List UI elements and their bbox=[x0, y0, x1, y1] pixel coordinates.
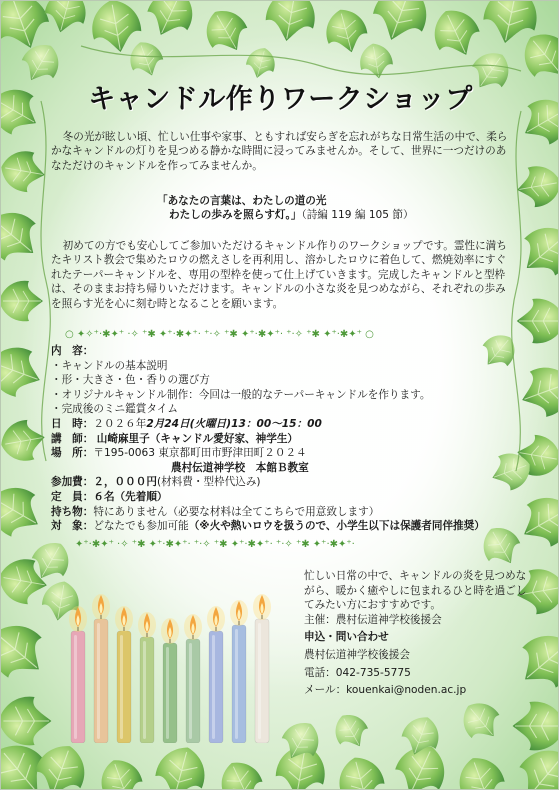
organizer: 主催：農村伝道神学校後援会 bbox=[304, 613, 442, 626]
target-note: （※火や熱いロウを扱うので、小学生以下は保護者同伴推奨） bbox=[188, 520, 485, 533]
fee-note: (材料費・型枠代込み) bbox=[156, 476, 261, 489]
scripture-quote bbox=[157, 194, 447, 223]
page-title: キャンドル作りワークショップ bbox=[88, 84, 473, 115]
candle bbox=[253, 594, 271, 743]
verse-line-2: わたしの歩みを照らす灯。」 bbox=[169, 209, 302, 222]
contact-section bbox=[304, 569, 529, 698]
verse-line-2-row bbox=[157, 208, 447, 222]
candle bbox=[230, 600, 248, 743]
description-paragraph: 初めての方でも安心してご参加いただけるキャンドル作りのワークショップです。霊性に満ちたキリスト教会で集めたロウの燃えさしを再利用し、溶かしたロウに着色して、燃焼効率にすぐれたテーパーキャンドルを、専用の型枠を使って仕上げていきます。完成したキャンドルと型枠は、そのままお持ち帰りいただけます。キャンドルの小さな炎を見つめながら、それぞれの歩みを照らす光を心に刻む時となることを願います。 bbox=[51, 240, 507, 310]
org-name: 農村伝道神学校後援会 bbox=[304, 648, 410, 661]
candle bbox=[138, 612, 156, 743]
candle bbox=[69, 606, 87, 743]
capacity-label: 定 員： bbox=[51, 490, 94, 503]
contents-item: ・完成後のミニ鑑賞タイム bbox=[51, 403, 178, 416]
candle bbox=[115, 606, 133, 743]
candle bbox=[92, 594, 110, 743]
event-details bbox=[51, 344, 521, 534]
target-row bbox=[51, 519, 521, 534]
target-value: どなたでも参加可能 bbox=[93, 520, 189, 533]
lecturer-row bbox=[51, 432, 521, 447]
candle bbox=[184, 614, 202, 743]
intro-paragraph: 冬の光が眩しい頃、忙しい仕事や家事、ともすれば安らぎを忘れがちな日常生活の中で、柔らかなキャンドルの灯りを見つめる静かな時間に浸ってみませんか。そして、世界に一つだけのあなただけのキャンドルを作ってみませんか。 bbox=[51, 131, 508, 172]
candle bbox=[161, 618, 179, 743]
date-label: 日 時： bbox=[51, 417, 94, 430]
capacity-row bbox=[51, 490, 521, 505]
date-time: 2月24日(火曜日)13：00～15：00 bbox=[146, 417, 322, 430]
items-label: 持ち物： bbox=[51, 505, 94, 518]
capacity-value: ６名（先着順） bbox=[93, 490, 168, 503]
verse-line-1: 「あなたの言葉は、わたしの道の光 bbox=[157, 195, 327, 207]
candles-illustration bbox=[61, 593, 291, 743]
place-venue: 農村伝道神学校 本館Ｂ教室 bbox=[171, 461, 309, 474]
email-address: メール：kouenkai@noden.ac.jp bbox=[304, 684, 467, 697]
contents-label: 内 容： bbox=[51, 345, 94, 357]
contents-item: ・形・大きさ・色・香りの選び方 bbox=[51, 374, 210, 387]
lecturer-label: 講 師： bbox=[51, 432, 94, 445]
lecturer-name: 山崎麻里子（キャンドル愛好家、神学生） bbox=[96, 432, 299, 445]
verse-reference: （詩編 119 編 105 節） bbox=[301, 209, 414, 222]
svg-text:○ ✦✧⁺‧✱✦⁺ ‧✧ ⁺✱ ✦⁺‧✱✦⁺‧ ⁺‧✧ ⁺✱: ○ ✦✧⁺‧✱✦⁺ ‧✧ ⁺✱ ✦⁺‧✱✦⁺‧ ⁺‧✧ ⁺✱ ✦⁺‧✱✦⁺‧ ⁺‧✧ ⁺✱ ✦⁺‧✱✦⁺ ○ bbox=[65, 329, 374, 339]
date-year: ２０２６年 bbox=[93, 417, 147, 430]
contact-message: 忙しい日常の中で、キャンドルの炎を見つめながら、暖かく癒やしに包まれるひと時を過ごしてみたい方におすすめです。 bbox=[304, 570, 527, 612]
fee-label: 参加費： bbox=[51, 476, 94, 489]
candle bbox=[207, 606, 225, 743]
date-row bbox=[51, 417, 521, 432]
sparkle-divider-bottom bbox=[65, 537, 505, 549]
target-label: 対 象： bbox=[51, 520, 94, 533]
place-row bbox=[51, 446, 521, 461]
place-label: 場 所： bbox=[51, 447, 94, 460]
sparkle-divider-top bbox=[65, 327, 505, 339]
fee-amount: ２，０００円 bbox=[93, 476, 157, 489]
contents-item: ・オリジナルキャンドル制作：今回は一般的なテーパーキャンドルを作ります。 bbox=[51, 388, 431, 401]
inquiry-label: 申込・問い合わせ bbox=[304, 631, 389, 644]
phone-number: 電話：042-735-5775 bbox=[304, 666, 411, 679]
contents-item: ・キャンドルの基本説明 bbox=[51, 359, 168, 372]
items-row bbox=[51, 505, 521, 520]
fee-row bbox=[51, 475, 521, 490]
svg-text:✦⁺‧✱✦⁺ ‧✧ ⁺✱ ✦⁺‧✱✦⁺‧ ⁺‧✧ ⁺✱ ✦⁺: ✦⁺‧✱✦⁺ ‧✧ ⁺✱ ✦⁺‧✱✦⁺‧ ⁺‧✧ ⁺✱ ✦⁺‧✱✦⁺‧ ⁺‧✧ ⁺✱ ✦⁺‧✱✦⁺‧ bbox=[75, 539, 355, 549]
place-address: 〒195-0063 東京都町田市野津田町２０２４ bbox=[93, 447, 307, 460]
items-value: 特にありません（必要な材料は全てこちらで用意致します） bbox=[93, 505, 380, 518]
